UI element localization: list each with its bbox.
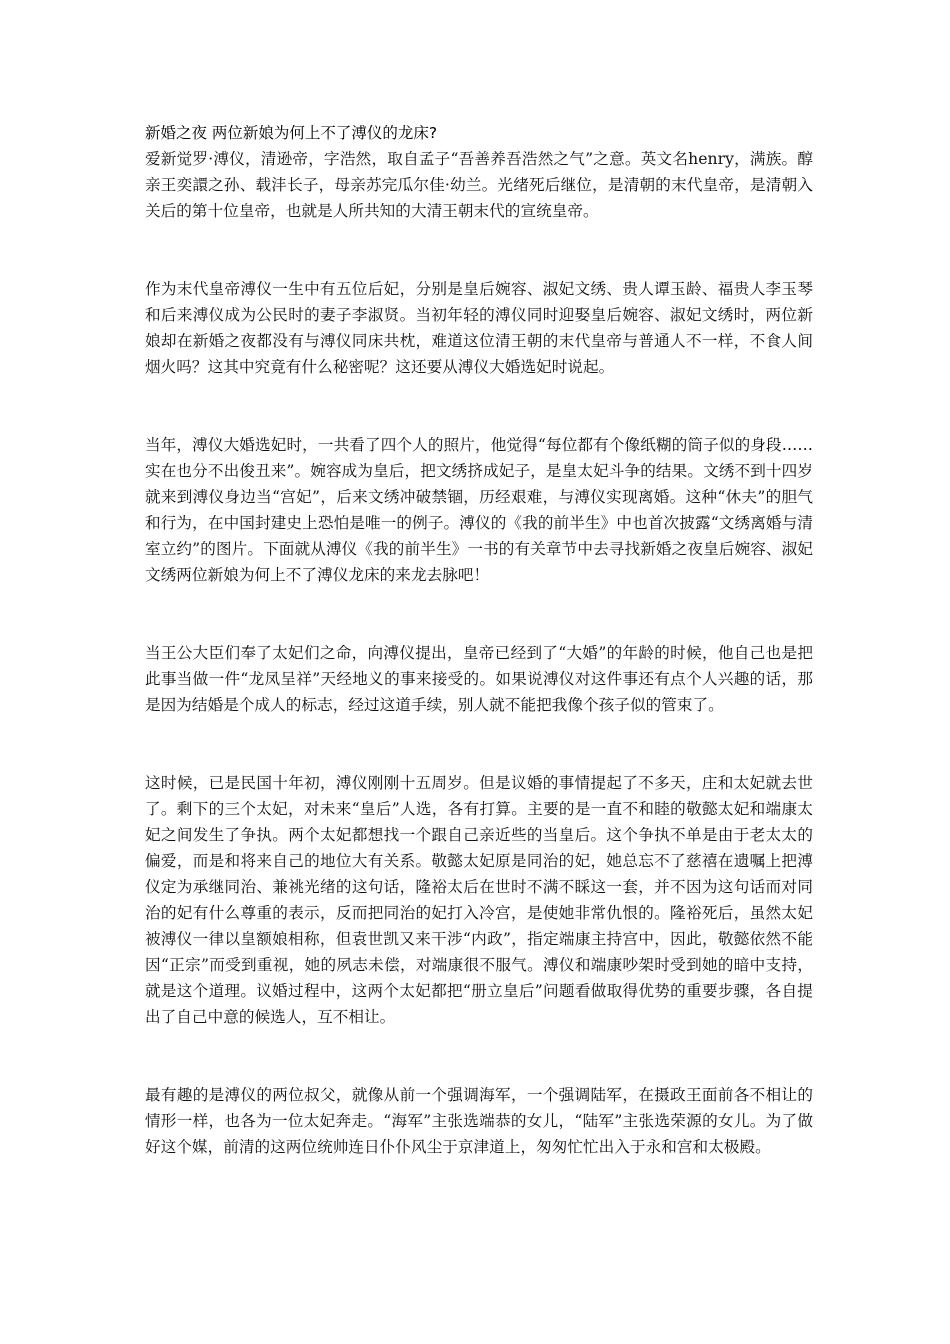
paragraph-consorts: 作为末代皇帝溥仪一生中有五位后妃，分别是皇后婉容、淑妃文绣、贵人谭玉龄、福贵人李玉琴和后来溥仪成为公民时的妻子李淑贤。当初年轻的溥仪同时迎娶皇后婉容、淑妃文绣时，两位新娘却在新婚之夜都没有与溥仪同床共枕，难道这位清王朝的末代皇帝与普通人不一样，不食人间烟火吗？这其中究竟有什么秘密呢？这还要从溥仪大婚选妃时说起。 (145, 280, 813, 376)
paragraph-wedding-proposal: 当王公大臣们奉了太妃们之命，向溥仪提出，皇帝已经到了“大婚”的年龄的时候，他自己也是把此事当做一件“龙凤呈祥”天经地义的事来接受的。如果说溥仪对这件事还有点个人兴趣的话，那是因为结婚是个成人的标志，经过这道手续，别人就不能把我像个孩子似的管束了。 (145, 644, 813, 714)
paragraph-selection: 当年，溥仪大婚选妃时，一共看了四个人的照片，他觉得“每位都有个像纸糊的筒子似的身段……实在也分不出俊丑来”。婉容成为皇后，把文绣挤成妃子，是皇太妃斗争的结果。文绣不到十四岁就来到溥仪身边当“宫妃”，后来文绣冲破禁锢，历经艰难，与溥仪实现离婚。这种“休夫”的胆气和行为，在中国封建史上恐怕是唯一的例子。溥仪的《我的前半生》中也首次披露“文绣离婚与清室立约”的图片。下面就从溥仪《我的前半生》一书的有关章节中去寻找新婚之夜皇后婉容、淑妃文绣两位新娘为何上不了溥仪龙床的来龙去脉吧！ (145, 436, 813, 584)
document-page (145, 120, 813, 1160)
paragraph-uncles: 最有趣的是溥仪的两位叔父，就像从前一个强调海军，一个强调陆军，在摄政王面前各不相让的情形一样，也各为一位太妃奔走。“海军”主张选端恭的女儿，“陆军”主张选荣源的女儿。为了做好这个媒，前清的这两位统帅连日仆仆风尘于京津道上，匆匆忙忙出入于永和宫和太极殿。 (145, 1086, 813, 1156)
paragraph-intro: 爱新觉罗·溥仪，清逊帝，字浩然，取自孟子“吾善养吾浩然之气”之意。英文名henry，满族。醇亲王奕譞之孙、载沣长子，母亲苏完瓜尔佳·幼兰。光绪死后继位，是清朝的末代皇帝，是清朝入关后的第十位皇帝，也就是人所共知的大清王朝末代的宣统皇帝。 (145, 150, 813, 220)
paragraph-consort-dispute: 这时候，已是民国十年初，溥仪刚刚十五周岁。但是议婚的事情提起了不多天，庄和太妃就去世了。剩下的三个太妃，对未来“皇后”人选，各有打算。主要的是一直不和睦的敬懿太妃和端康太妃之间发生了争执。两个太妃都想找一个跟自己亲近些的当皇后。这个争执不单是由于老太太的偏爱，而是和将来自己的地位大有关系。敬懿太妃原是同治的妃，她总忘不了慈禧在遗嘱上把溥仪定为承继同治、兼祧光绪的这句话，隆裕太后在世时不满不睬这一套，并不因为这句话而对同治的妃有什么尊重的表示，反而把同治的妃打入冷宫，是使她非常仇恨的。隆裕死后，虽然太妃被溥仪一律以皇额娘相称，但袁世凯又来干涉“内政”，指定端康主持宫中，因此，敬懿依然不能因“正宗”而受到重视，她的夙志未偿，对端康很不服气。溥仪和端康吵架时受到她的暗中支持，就是这个道理。议婚过程中，这两个太妃都把“册立皇后”问题看做取得优势的重要步骤，各自提出了自己中意的候选人，互不相让。 (145, 774, 813, 1026)
article-title: 新婚之夜 两位新娘为何上不了溥仪的龙床? (145, 124, 438, 142)
